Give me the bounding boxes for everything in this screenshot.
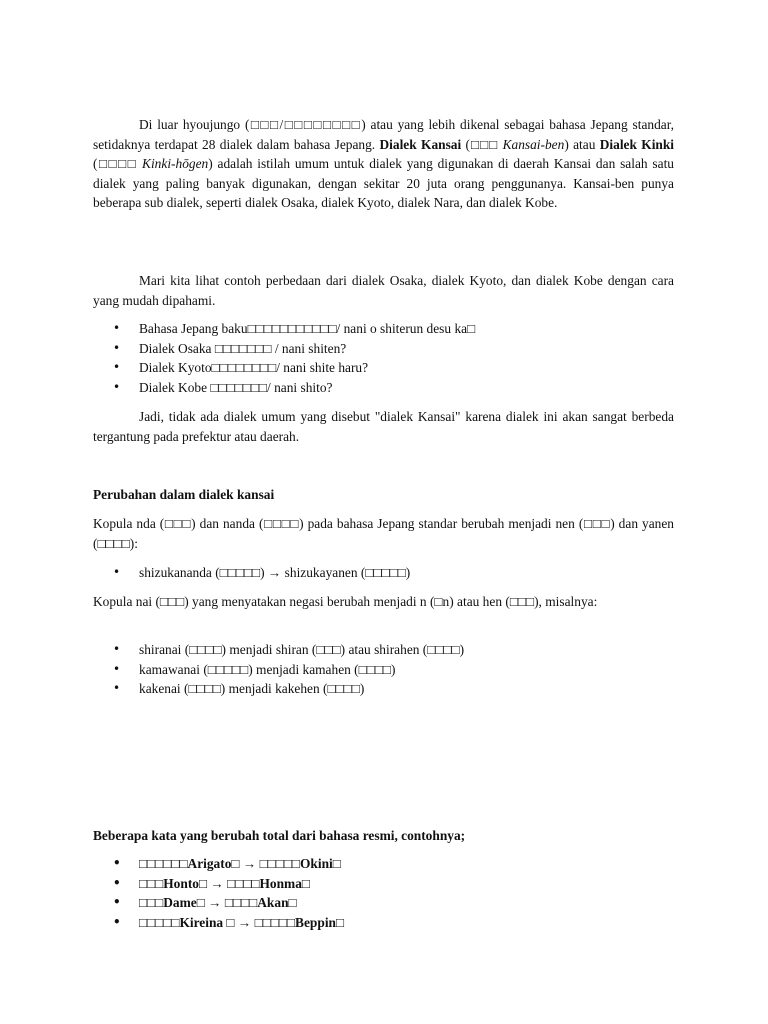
list-item: • □□□Honto□ → □□□□Honma□ [93, 874, 674, 894]
kopula-nai-paragraph: Kopula nai (□□□) yang menyatakan negasi berubah menjadi n (□n) atau hen (□□□), misalnya: [93, 594, 598, 609]
intro-text: ) atau yang lebih dikenal sebagai bahasa Jepang standar, setidaknya terdapat 28 dialek dalam bahasa Jepang. [93, 117, 674, 152]
term-dialek-kansai: Dialek Kansai [379, 136, 462, 152]
japanese-term: □□□ [470, 136, 499, 152]
list-item: • kakenai (□□□□) menjadi kakehen (□□□□) [93, 679, 674, 699]
section-heading: Perubahan dalam dialek kansai [93, 487, 275, 502]
term-kansai-ben: Kansai-ben [502, 136, 565, 152]
intro-text: ( [461, 136, 471, 152]
intro-text: ( [93, 156, 98, 172]
term-dialek-kinki: Dialek Kinki [599, 136, 675, 152]
conclusion-paragraph: Jadi, tidak ada dialek umum yang disebut "dialek Kansai" karena dialek ini akan sangat berbeda tergantung pada prefektur atau daerah. [93, 409, 674, 444]
list-item: • Dialek Kobe □□□□□□□/ nani shito? [93, 378, 674, 398]
kopula-nda-list [93, 563, 674, 583]
intro-text: ) adalah istilah umum untuk dialek yang digunakan di daerah Kansai dan salah satu dialek yang paling banyak digunakan, dengan sekitar 20 juta orang penggunanya. Kansai-ben punya beberapa sub dialek, seperti dialek Osaka, dialek Kyoto, dialek Nara, dan dialek Kobe. [93, 156, 674, 211]
term-kinki-hogen: Kinki-hōgen [142, 156, 209, 172]
japanese-term: □□□□ [97, 156, 138, 172]
kopula-nda-paragraph: Kopula nda (□□□) dan nanda (□□□□) pada bahasa Jepang standar berubah menjadi nen (□□□) dan yanen (□□□□): [93, 516, 674, 551]
list-item: • shizukananda (□□□□□) → shizukayanen (□□□□□) [93, 563, 674, 583]
intro-paragraph [93, 115, 674, 213]
section-heading: Beberapa kata yang berubah total dari bahasa resmi, contohnya; [93, 828, 466, 843]
comparison-list [93, 319, 674, 397]
list-item: • Dialek Osaka □□□□□□□ / nani shiten? [93, 339, 674, 359]
intro-text: ) atau [564, 136, 600, 152]
list-item: • Dialek Kyoto□□□□□□□□/ nani shite haru? [93, 358, 674, 378]
list-item: • kamawanai (□□□□□) menjadi kamahen (□□□□) [93, 660, 674, 680]
intro-text: Di luar hyoujungo ( [139, 117, 250, 132]
japanese-term: □□□/□□□□□□□□ [249, 117, 362, 132]
list-item: • □□□□□□Arigato□ → □□□□□Okini□ [93, 854, 674, 874]
kopula-nai-list [93, 640, 674, 699]
list-item: • □□□□□Kireina □ → □□□□□Beppin□ [93, 913, 674, 933]
list-item: • shiranai (□□□□) menjadi shiran (□□□) atau shirahen (□□□□) [93, 640, 674, 660]
comparison-intro-paragraph: Mari kita lihat contoh perbedaan dari dialek Osaka, dialek Kyoto, dan dialek Kobe dengan cara yang mudah dipahami. [93, 273, 674, 308]
list-item: • Bahasa Jepang baku□□□□□□□□□□□/ nani o shiterun desu ka□ [93, 319, 674, 339]
word-change-list [93, 854, 674, 932]
list-item: • □□□Dame□ → □□□□Akan□ [93, 893, 674, 913]
